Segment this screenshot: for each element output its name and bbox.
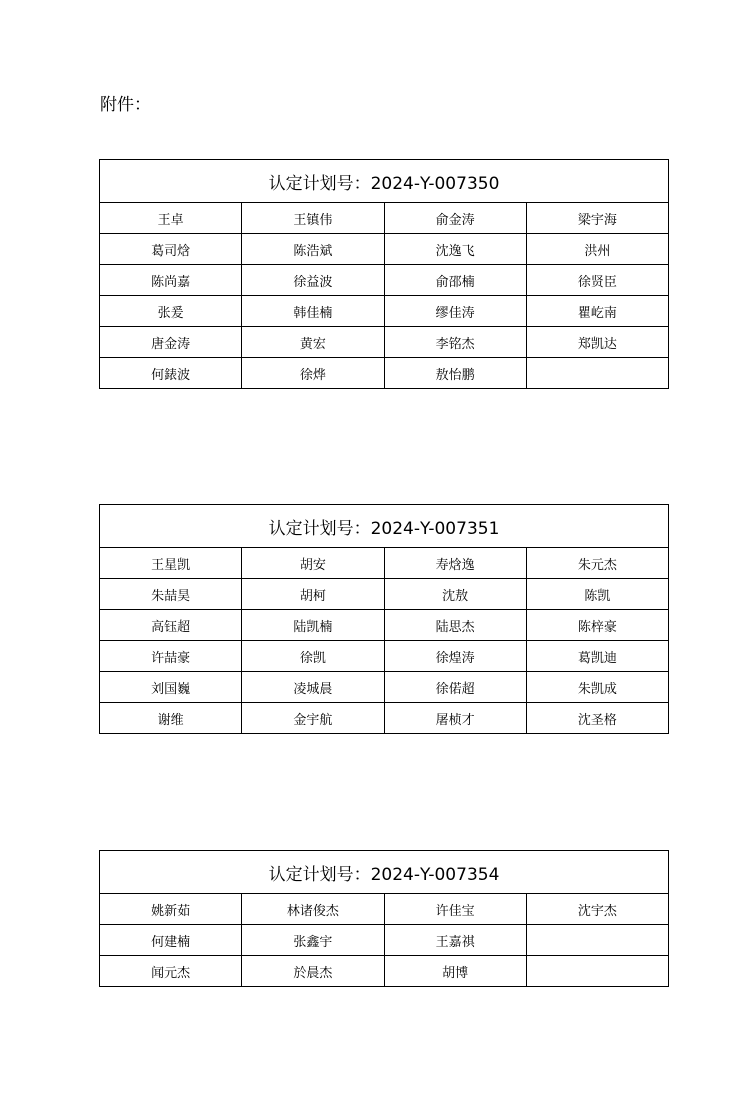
- name-cell: 缪佳涛: [384, 296, 526, 327]
- plan-table-007351: [99, 504, 669, 734]
- name-cell: 张爰: [100, 296, 242, 327]
- name-cell: 王镇伟: [242, 203, 384, 234]
- name-cell: 沈敖: [384, 579, 526, 610]
- name-cell: [526, 358, 668, 389]
- name-cell: 胡博: [384, 956, 526, 987]
- name-cell: 屠桢才: [384, 703, 526, 734]
- plan-table-007354: [99, 850, 669, 987]
- name-cell: 徐偌超: [384, 672, 526, 703]
- name-cell: 姚新茹: [100, 894, 242, 925]
- table-row: [100, 579, 669, 610]
- attachment-label: 附件：: [100, 95, 151, 115]
- name-cell: 许喆豪: [100, 641, 242, 672]
- name-cell: 胡柯: [242, 579, 384, 610]
- name-cell: 於晨杰: [242, 956, 384, 987]
- table-row: [100, 234, 669, 265]
- name-cell: 梁宇海: [526, 203, 668, 234]
- name-cell: 洪州: [526, 234, 668, 265]
- name-cell: 陈尚嘉: [100, 265, 242, 296]
- name-cell: 葛司焓: [100, 234, 242, 265]
- name-cell: 徐贤臣: [526, 265, 668, 296]
- name-cell: 凌城晨: [242, 672, 384, 703]
- name-cell: 韩佳楠: [242, 296, 384, 327]
- table-title-row: [100, 851, 669, 894]
- table-row: [100, 327, 669, 358]
- name-cell: 朱凯成: [526, 672, 668, 703]
- table-row: [100, 548, 669, 579]
- name-cell: 俞金涛: [384, 203, 526, 234]
- name-cell: 陈浩斌: [242, 234, 384, 265]
- table-row: [100, 358, 669, 389]
- name-cell: 敖怡鹏: [384, 358, 526, 389]
- table-row: [100, 203, 669, 234]
- name-cell: 林诸俊杰: [242, 894, 384, 925]
- table-title-row: [100, 160, 669, 203]
- table-row: [100, 641, 669, 672]
- table-row: [100, 296, 669, 327]
- name-cell: 刘国巍: [100, 672, 242, 703]
- name-cell: 寿焓逸: [384, 548, 526, 579]
- name-cell: 何建楠: [100, 925, 242, 956]
- plan-number-title: 认定计划号：2024-Y-007350: [100, 160, 669, 203]
- name-cell: 何錶波: [100, 358, 242, 389]
- name-cell: 陆凯楠: [242, 610, 384, 641]
- name-cell: [526, 925, 668, 956]
- table-row: [100, 672, 669, 703]
- name-cell: 黄宏: [242, 327, 384, 358]
- name-cell: 张鑫宇: [242, 925, 384, 956]
- name-cell: 郑凯达: [526, 327, 668, 358]
- name-cell: 王卓: [100, 203, 242, 234]
- table-row: [100, 703, 669, 734]
- name-cell: 闻元杰: [100, 956, 242, 987]
- name-cell: 金宇航: [242, 703, 384, 734]
- name-cell: 朱元杰: [526, 548, 668, 579]
- table-row: [100, 894, 669, 925]
- name-cell: 陆思杰: [384, 610, 526, 641]
- plan-number-title: 认定计划号：2024-Y-007354: [100, 851, 669, 894]
- name-cell: 高钰超: [100, 610, 242, 641]
- table-row: [100, 956, 669, 987]
- name-cell: 王星凯: [100, 548, 242, 579]
- table-row: [100, 610, 669, 641]
- name-cell: 陈梓豪: [526, 610, 668, 641]
- name-cell: 唐金涛: [100, 327, 242, 358]
- name-cell: 徐煌涛: [384, 641, 526, 672]
- name-cell: 徐凯: [242, 641, 384, 672]
- name-cell: 沈宇杰: [526, 894, 668, 925]
- name-cell: 沈圣格: [526, 703, 668, 734]
- name-cell: 俞邵楠: [384, 265, 526, 296]
- table-row: [100, 265, 669, 296]
- plan-number-title: 认定计划号：2024-Y-007351: [100, 505, 669, 548]
- name-cell: [526, 956, 668, 987]
- name-cell: 谢维: [100, 703, 242, 734]
- plan-table-007350: [99, 159, 669, 389]
- name-cell: 许佳宝: [384, 894, 526, 925]
- table-row: [100, 925, 669, 956]
- name-cell: 胡安: [242, 548, 384, 579]
- name-cell: 徐益波: [242, 265, 384, 296]
- name-cell: 李铭杰: [384, 327, 526, 358]
- name-cell: 沈逸飞: [384, 234, 526, 265]
- name-cell: 徐烨: [242, 358, 384, 389]
- name-cell: 葛凯迪: [526, 641, 668, 672]
- name-cell: 瞿屹南: [526, 296, 668, 327]
- table-title-row: [100, 505, 669, 548]
- name-cell: 陈凯: [526, 579, 668, 610]
- name-cell: 王嘉祺: [384, 925, 526, 956]
- name-cell: 朱喆昊: [100, 579, 242, 610]
